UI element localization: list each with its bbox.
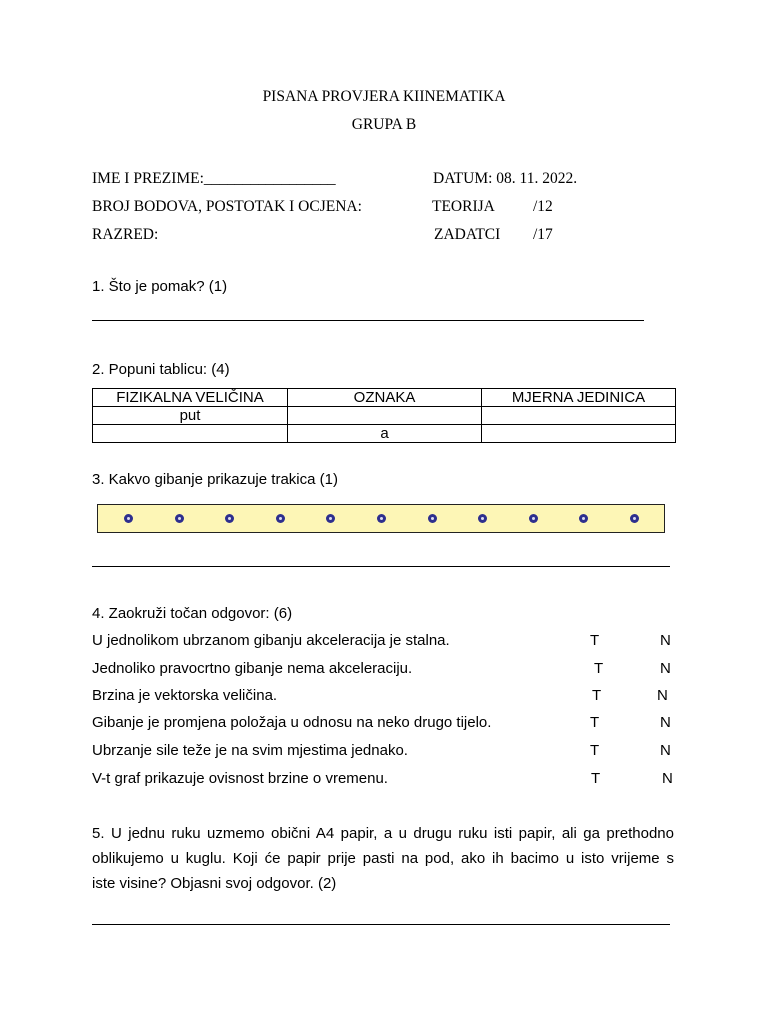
question-4: 4. Zaokruži točan odgovor: (6) — [92, 605, 293, 622]
question-3: 3. Kakvo gibanje prikazuje trakica (1) — [92, 471, 338, 488]
false-option[interactable]: N — [660, 632, 671, 649]
answer-line-1 — [92, 320, 644, 321]
points-label: BROJ BODOVA, POSTOTAK I OCJENA: — [92, 198, 362, 215]
false-option[interactable]: N — [660, 714, 671, 731]
group-label: GRUPA B — [351, 116, 417, 133]
theory-label: TEORIJA — [432, 198, 495, 215]
answer-line-3 — [92, 566, 670, 567]
table-row — [93, 425, 676, 443]
table-cell: put — [93, 407, 288, 425]
table-cell — [482, 425, 676, 443]
tape-dot — [579, 514, 588, 523]
table-cell: a — [288, 425, 482, 443]
date-label: DATUM: 08. 11. 2022. — [433, 170, 578, 187]
tape-dot — [377, 514, 386, 523]
true-option[interactable]: T — [590, 742, 600, 759]
theory-score: /12 — [533, 198, 553, 215]
statement: Ubrzanje sile teže je na svim mjestima jednako. — [92, 742, 408, 759]
table-header-row — [93, 389, 676, 407]
tasks-score: /17 — [533, 226, 553, 243]
tape-dot — [124, 514, 133, 523]
answer-line-5 — [92, 924, 670, 925]
table-header-cell: FIZIKALNA VELIČINA — [93, 389, 288, 407]
table-cell — [482, 407, 676, 425]
true-option[interactable]: T — [591, 770, 601, 787]
false-option[interactable]: N — [662, 770, 673, 787]
tape-dot — [428, 514, 437, 523]
tape-dot — [225, 514, 234, 523]
class-label: RAZRED: — [92, 226, 159, 243]
table-header-cell: MJERNA JEDINICA — [482, 389, 676, 407]
question-2: 2. Popuni tablicu: (4) — [92, 361, 230, 378]
tape-dot — [276, 514, 285, 523]
false-option[interactable]: N — [657, 687, 668, 704]
tape-dot — [326, 514, 335, 523]
question-5-line-1: 5. U jednu ruku uzmemo obični A4 papir, a u drugu ruku isti papir, ali ga prethodno — [92, 825, 674, 842]
question-5-line-3: iste visine? Objasni svoj odgovor. (2) — [92, 875, 337, 892]
quantities-table — [92, 388, 676, 443]
false-option[interactable]: N — [660, 742, 671, 759]
true-option[interactable]: T — [592, 687, 602, 704]
tape-dot — [175, 514, 184, 523]
table-header-cell: OZNAKA — [288, 389, 482, 407]
tasks-label: ZADATCI — [434, 226, 501, 243]
table-cell — [288, 407, 482, 425]
ticker-tape-strip — [97, 504, 665, 533]
true-option[interactable]: T — [590, 632, 600, 649]
statement: Jednoliko pravocrtno gibanje nema akceleraciju. — [92, 660, 413, 677]
tape-dot — [529, 514, 538, 523]
table-cell — [93, 425, 288, 443]
name-field-label: IME I PREZIME:_________________ — [92, 170, 336, 187]
true-option[interactable]: T — [594, 660, 604, 677]
false-option[interactable]: N — [660, 660, 671, 677]
tape-dot — [630, 514, 639, 523]
page-title: PISANA PROVJERA KIINEMATIKA — [262, 88, 506, 105]
true-option[interactable]: T — [590, 714, 600, 731]
statement: Brzina je vektorska veličina. — [92, 687, 278, 704]
question-1: 1. Što je pomak? (1) — [92, 278, 228, 295]
table-row — [93, 407, 676, 425]
statement: U jednolikom ubrzanom gibanju akceleracija je stalna. — [92, 632, 450, 649]
statement: Gibanje je promjena položaja u odnosu na neko drugo tijelo. — [92, 714, 492, 731]
tape-dot — [478, 514, 487, 523]
question-5-line-2: oblikujemo u kuglu. Koji će papir prije pasti na pod, ako ih bacimo u isto vrijeme s — [92, 850, 674, 867]
statement: V-t graf prikazuje ovisnost brzine o vremenu. — [92, 770, 388, 787]
